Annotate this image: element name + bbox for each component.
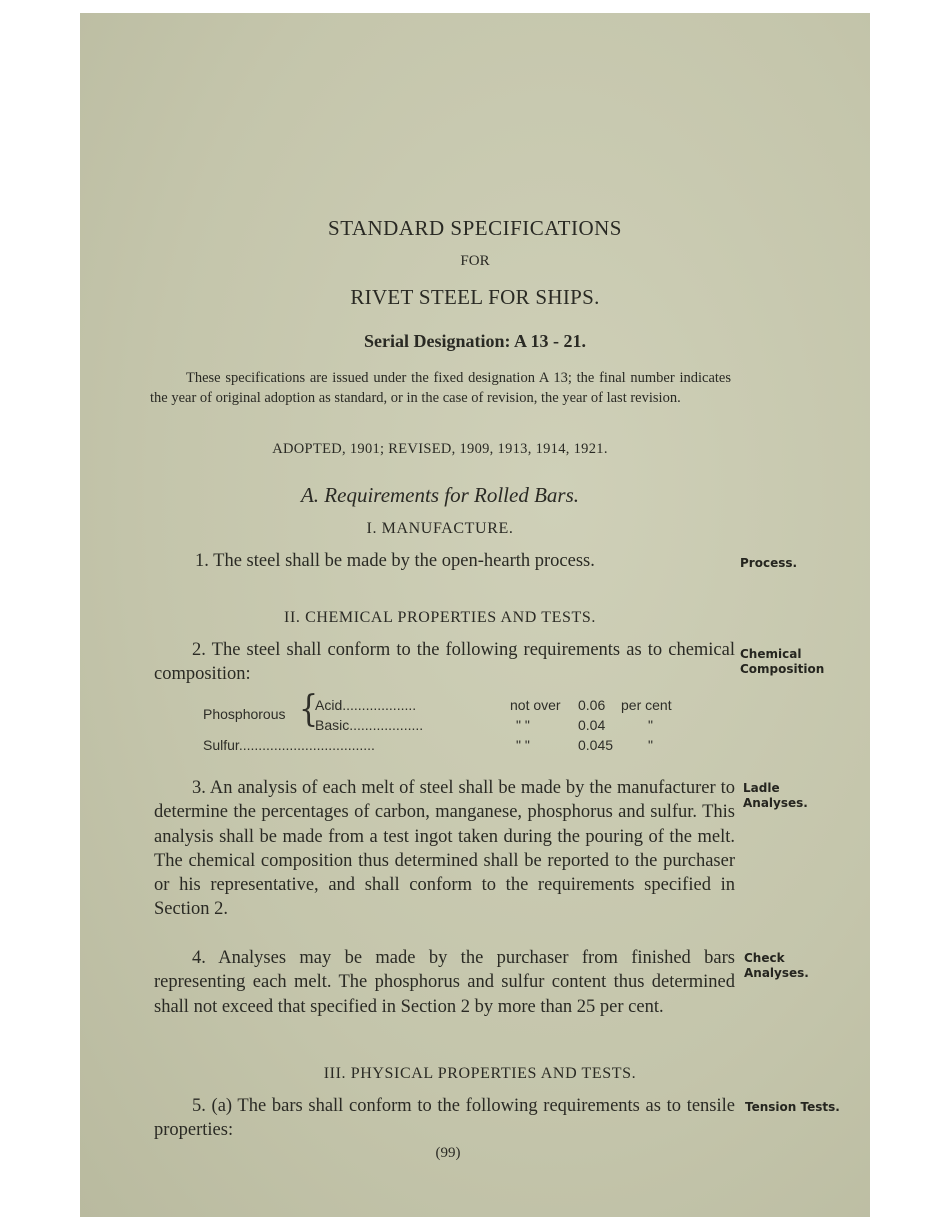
page-number: (99) xyxy=(435,1145,461,1161)
row-unit: " xyxy=(648,737,653,753)
side-note-ladle-analyses xyxy=(743,781,808,811)
row-qualifier: not over xyxy=(510,697,561,713)
row-qualifier: " " xyxy=(516,737,530,753)
paragraph-2: 2. The steel shall conform to the following requirements as to chemical composition: xyxy=(154,640,735,685)
row-label: Sulfur xyxy=(203,737,239,753)
row-leader: ................... xyxy=(342,697,417,713)
row-value: 0.04 xyxy=(578,717,606,733)
row-qualifier: " " xyxy=(516,717,530,733)
side-note-line: Chemical xyxy=(740,647,802,661)
side-note-line: Analyses. xyxy=(743,796,808,810)
part-a-heading: A. Requirements for Rolled Bars. xyxy=(300,483,579,507)
document-subject: RIVET STEEL FOR SHIPS. xyxy=(350,285,600,309)
adoption-history: ADOPTED, 1901; REVISED, 1909, 1913, 1914, 1921. xyxy=(272,441,608,457)
document-page xyxy=(80,13,870,1217)
side-note-line: Analyses. xyxy=(744,966,809,980)
side-note-chemical-composition xyxy=(740,647,824,677)
row-label: Basic xyxy=(315,717,350,733)
side-note-check-analyses xyxy=(744,951,809,981)
row-unit: per cent xyxy=(621,697,672,713)
side-note-process: Process. xyxy=(740,556,798,570)
designation-note: These specifications are issued under the fixed designation A 13; the final number indicates the year of original adoption as standard, or in the case of revision, the year of last revision. xyxy=(150,370,731,406)
section-manufacture-heading: I. MANUFACTURE. xyxy=(366,520,514,537)
side-note-tension-tests: Tension Tests. xyxy=(745,1100,840,1114)
document-title: STANDARD SPECIFICATIONS xyxy=(328,216,622,240)
serial-designation: Serial Designation: A 13 - 21. xyxy=(363,331,586,351)
row-value: 0.045 xyxy=(578,737,614,753)
phosphorous-group-label: Phosphorous xyxy=(203,706,286,722)
side-note-line: Check xyxy=(744,951,785,965)
row-value: 0.06 xyxy=(578,697,606,713)
paragraph-5: 5. (a) The bars shall conform to the following requirements as to tensile properties: xyxy=(154,1096,735,1141)
table-row xyxy=(315,695,416,715)
row-leader: ................... xyxy=(349,717,424,733)
paragraph-4: 4. Analyses may be made by the purchaser from finished bars representing each melt. The phosphorus and sulfur content thus determined shall not exceed that specified in Section 2 by more than 25 per cent. xyxy=(154,948,735,1017)
row-unit: " xyxy=(648,717,653,733)
side-note-line: Ladle xyxy=(743,781,780,795)
table-row xyxy=(315,715,423,735)
paragraph-3: 3. An analysis of each melt of steel shall be made by the manufacturer to determine the percentages of carbon, manganese, phosphorus and sulfur. This analysis shall be made from a test ingot taken during the pouring of the melt. The chemical composition thus determined shall be reported to the purchaser or his representative, and shall conform to the requirements specified in Section 2. xyxy=(154,778,735,920)
section-chemical-heading: II. CHEMICAL PROPERTIES AND TESTS. xyxy=(284,609,596,626)
side-note-line: Composition xyxy=(740,662,825,676)
section-physical-heading: III. PHYSICAL PROPERTIES AND TESTS. xyxy=(323,1065,637,1082)
row-leader: ................................... xyxy=(238,737,375,753)
paragraph-1: 1. The steel shall be made by the open-hearth process. xyxy=(195,551,595,571)
brace-glyph: { xyxy=(299,688,319,731)
table-row xyxy=(203,735,375,755)
row-label: Acid xyxy=(315,697,343,713)
title-for: FOR xyxy=(460,253,490,269)
